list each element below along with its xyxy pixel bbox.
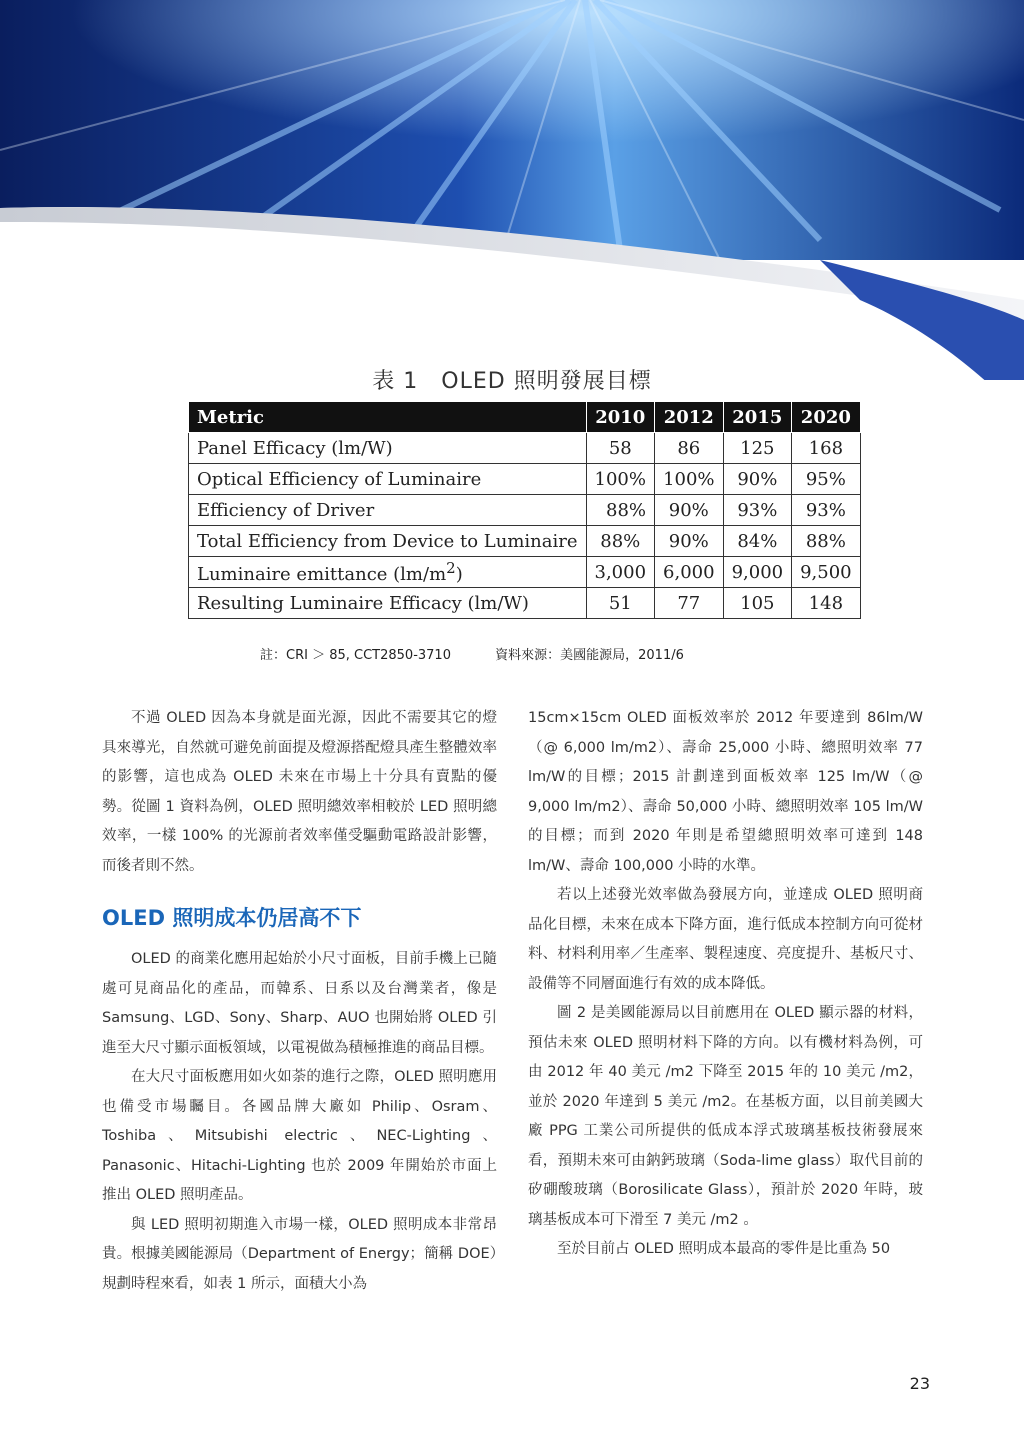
table-cell: 84%: [723, 526, 792, 557]
table-cell: 88%: [586, 526, 655, 557]
table-cell: 88%: [792, 526, 861, 557]
row-label: Resulting Luminaire Efficacy (lm/W): [189, 588, 587, 619]
table-row: [189, 495, 861, 526]
paragraph: 不過 OLED 因為本身就是面光源，因此不需要其它的燈具來導光，自然就可避免前面提及燈源搭配燈具產生整體效率的影響，這也成為 OLED 未來在市場上十分具有賣點的優勢。從圖 1 資料為例，OLED 照明總效率相較於 LED 照明總效率，一樣 100% 的光源前者效率僅受驅動電路設計影響，而後者則不然。: [102, 710, 497, 874]
paragraph: 15cm×15cm OLED 面板效率於 2012 年要達到 86lm/W（@ 6,000 lm/m2）、壽命 25,000 小時、總照明效率 77 lm/W的目標；2015 計劃達到面板效率 125 lm/W（@ 9,000 lm/m2）、壽命 50,000 小時、總照明效率 105 lm/W 的目標；而到 2020 年則是希望總照明效率可達到 148 lm/W、壽命 100,000 小時的水準。: [528, 710, 923, 874]
table-cell: 168: [792, 433, 861, 464]
table-cell: 6,000: [655, 557, 724, 588]
table-cell: 90%: [655, 526, 724, 557]
row-label-end: ): [455, 564, 463, 585]
table-note: 註：CRI ＞ 85, CCT2850-3710: [260, 648, 451, 663]
table-cell: 90%: [655, 495, 724, 526]
table-row: [189, 526, 861, 557]
row-label: Total Efficiency from Device to Luminaire: [189, 526, 587, 557]
header-cell: Metric: [189, 402, 587, 433]
table-row: [189, 464, 861, 495]
table-source: 資料來源：美國能源局，2011/6: [495, 648, 684, 663]
header-cell: 2015: [723, 402, 792, 433]
right-column: [528, 704, 923, 1265]
table-cell: 148: [792, 588, 861, 619]
paragraph: 圖 2 是美國能源局以目前應用在 OLED 顯示器的材料，預估未來 OLED 照明材料下降的方向。以有機材料為例，可由 2012 年 40 美元 /m2 下降至 2015 年的 10 美元 /m2，並於 2020 年達到 5 美元 /m2。在基板方面，以目前美國大廠 PPG 工業公司所提供的低成本浮式玻璃基板技術發展來看，預期未來可由鈉鈣玻璃（Soda-lime glass）取代目前的矽硼酸玻璃（Borosilicate Glass），預計於 2020 年時，玻璃基板成本可下滑至 7 美元 /m2 。: [528, 1005, 923, 1228]
header-cell: 2020: [792, 402, 861, 433]
paragraph: OLED 的商業化應用起始於小尺寸面板，目前手機上已隨處可見商品化的產品，而韓系、日系以及台灣業者，像是 Samsung、LGD、Sony、Sharp、AUO 也開始將 OLED 引進至大尺寸顯示面板領域，以電視做為積極推進的商品目標。: [102, 951, 497, 1056]
row-label-superscript: 2: [446, 559, 456, 577]
page-number: 23: [909, 1374, 930, 1393]
paragraph: 在大尺寸面板應用如火如荼的進行之際，OLED 照明應用也備受市場矚目。各國品牌大廠如 Philip、Osram、Toshiba、Mitsubishi electric、NEC-Lighting、Panasonic、Hitachi-Lighting 也於 2009 年開始於市面上推出 OLED 照明產品。: [102, 1069, 497, 1203]
table-cell: 77: [655, 588, 724, 619]
table-title: 表 1 OLED 照明發展目標: [372, 369, 652, 394]
table-cell: 95%: [792, 464, 861, 495]
oled-metrics-table: [188, 401, 861, 619]
table-cell: 93%: [723, 495, 792, 526]
table-cell: 3,000: [586, 557, 655, 588]
table-header-row: [189, 402, 861, 433]
table-cell: 86: [655, 433, 724, 464]
header-banner-image: [0, 0, 1024, 380]
paragraph: 與 LED 照明初期進入市場一樣，OLED 照明成本非常昂貴。根據美國能源局（Department of Energy；簡稱 DOE）規劃時程來看，如表 1 所示，面積大小為: [102, 1216, 497, 1292]
table-cell: 125: [723, 433, 792, 464]
table-row: [189, 588, 861, 619]
row-label: Efficiency of Driver: [189, 495, 587, 526]
header-cell: 2010: [586, 402, 655, 433]
table-cell: 9,500: [792, 557, 861, 588]
table-row: [189, 557, 861, 588]
row-label: [189, 557, 587, 588]
row-label-text: Luminaire emittance (lm/m: [197, 564, 447, 585]
table-cell: 90%: [723, 464, 792, 495]
row-label: Panel Efficacy (lm/W): [189, 433, 587, 464]
section-heading: OLED 照明成本仍居高不下: [102, 906, 362, 930]
header-cell: 2012: [655, 402, 724, 433]
table-cell: 88%: [586, 495, 655, 526]
table-cell: 58: [586, 433, 655, 464]
table-cell: 51: [586, 588, 655, 619]
paragraph: 若以上述發光效率做為發展方向，並達成 OLED 照明商品化目標，未來在成本下降方面，進行低成本控制方向可從材料、材料利用率／生產率、製程速度、亮度提升、基板尺寸、設備等不同層面進行有效的成本降低。: [528, 887, 923, 992]
table-row: [189, 433, 861, 464]
table-footnote: [260, 644, 724, 663]
table-cell: 105: [723, 588, 792, 619]
row-label: Optical Efficiency of Luminaire: [189, 464, 587, 495]
table-cell: 9,000: [723, 557, 792, 588]
left-column: [102, 704, 497, 1299]
table-cell: 100%: [655, 464, 724, 495]
table-cell: 100%: [586, 464, 655, 495]
table-cell: 93%: [792, 495, 861, 526]
paragraph: 至於目前占 OLED 照明成本最高的零件是比重為 50: [557, 1241, 891, 1257]
